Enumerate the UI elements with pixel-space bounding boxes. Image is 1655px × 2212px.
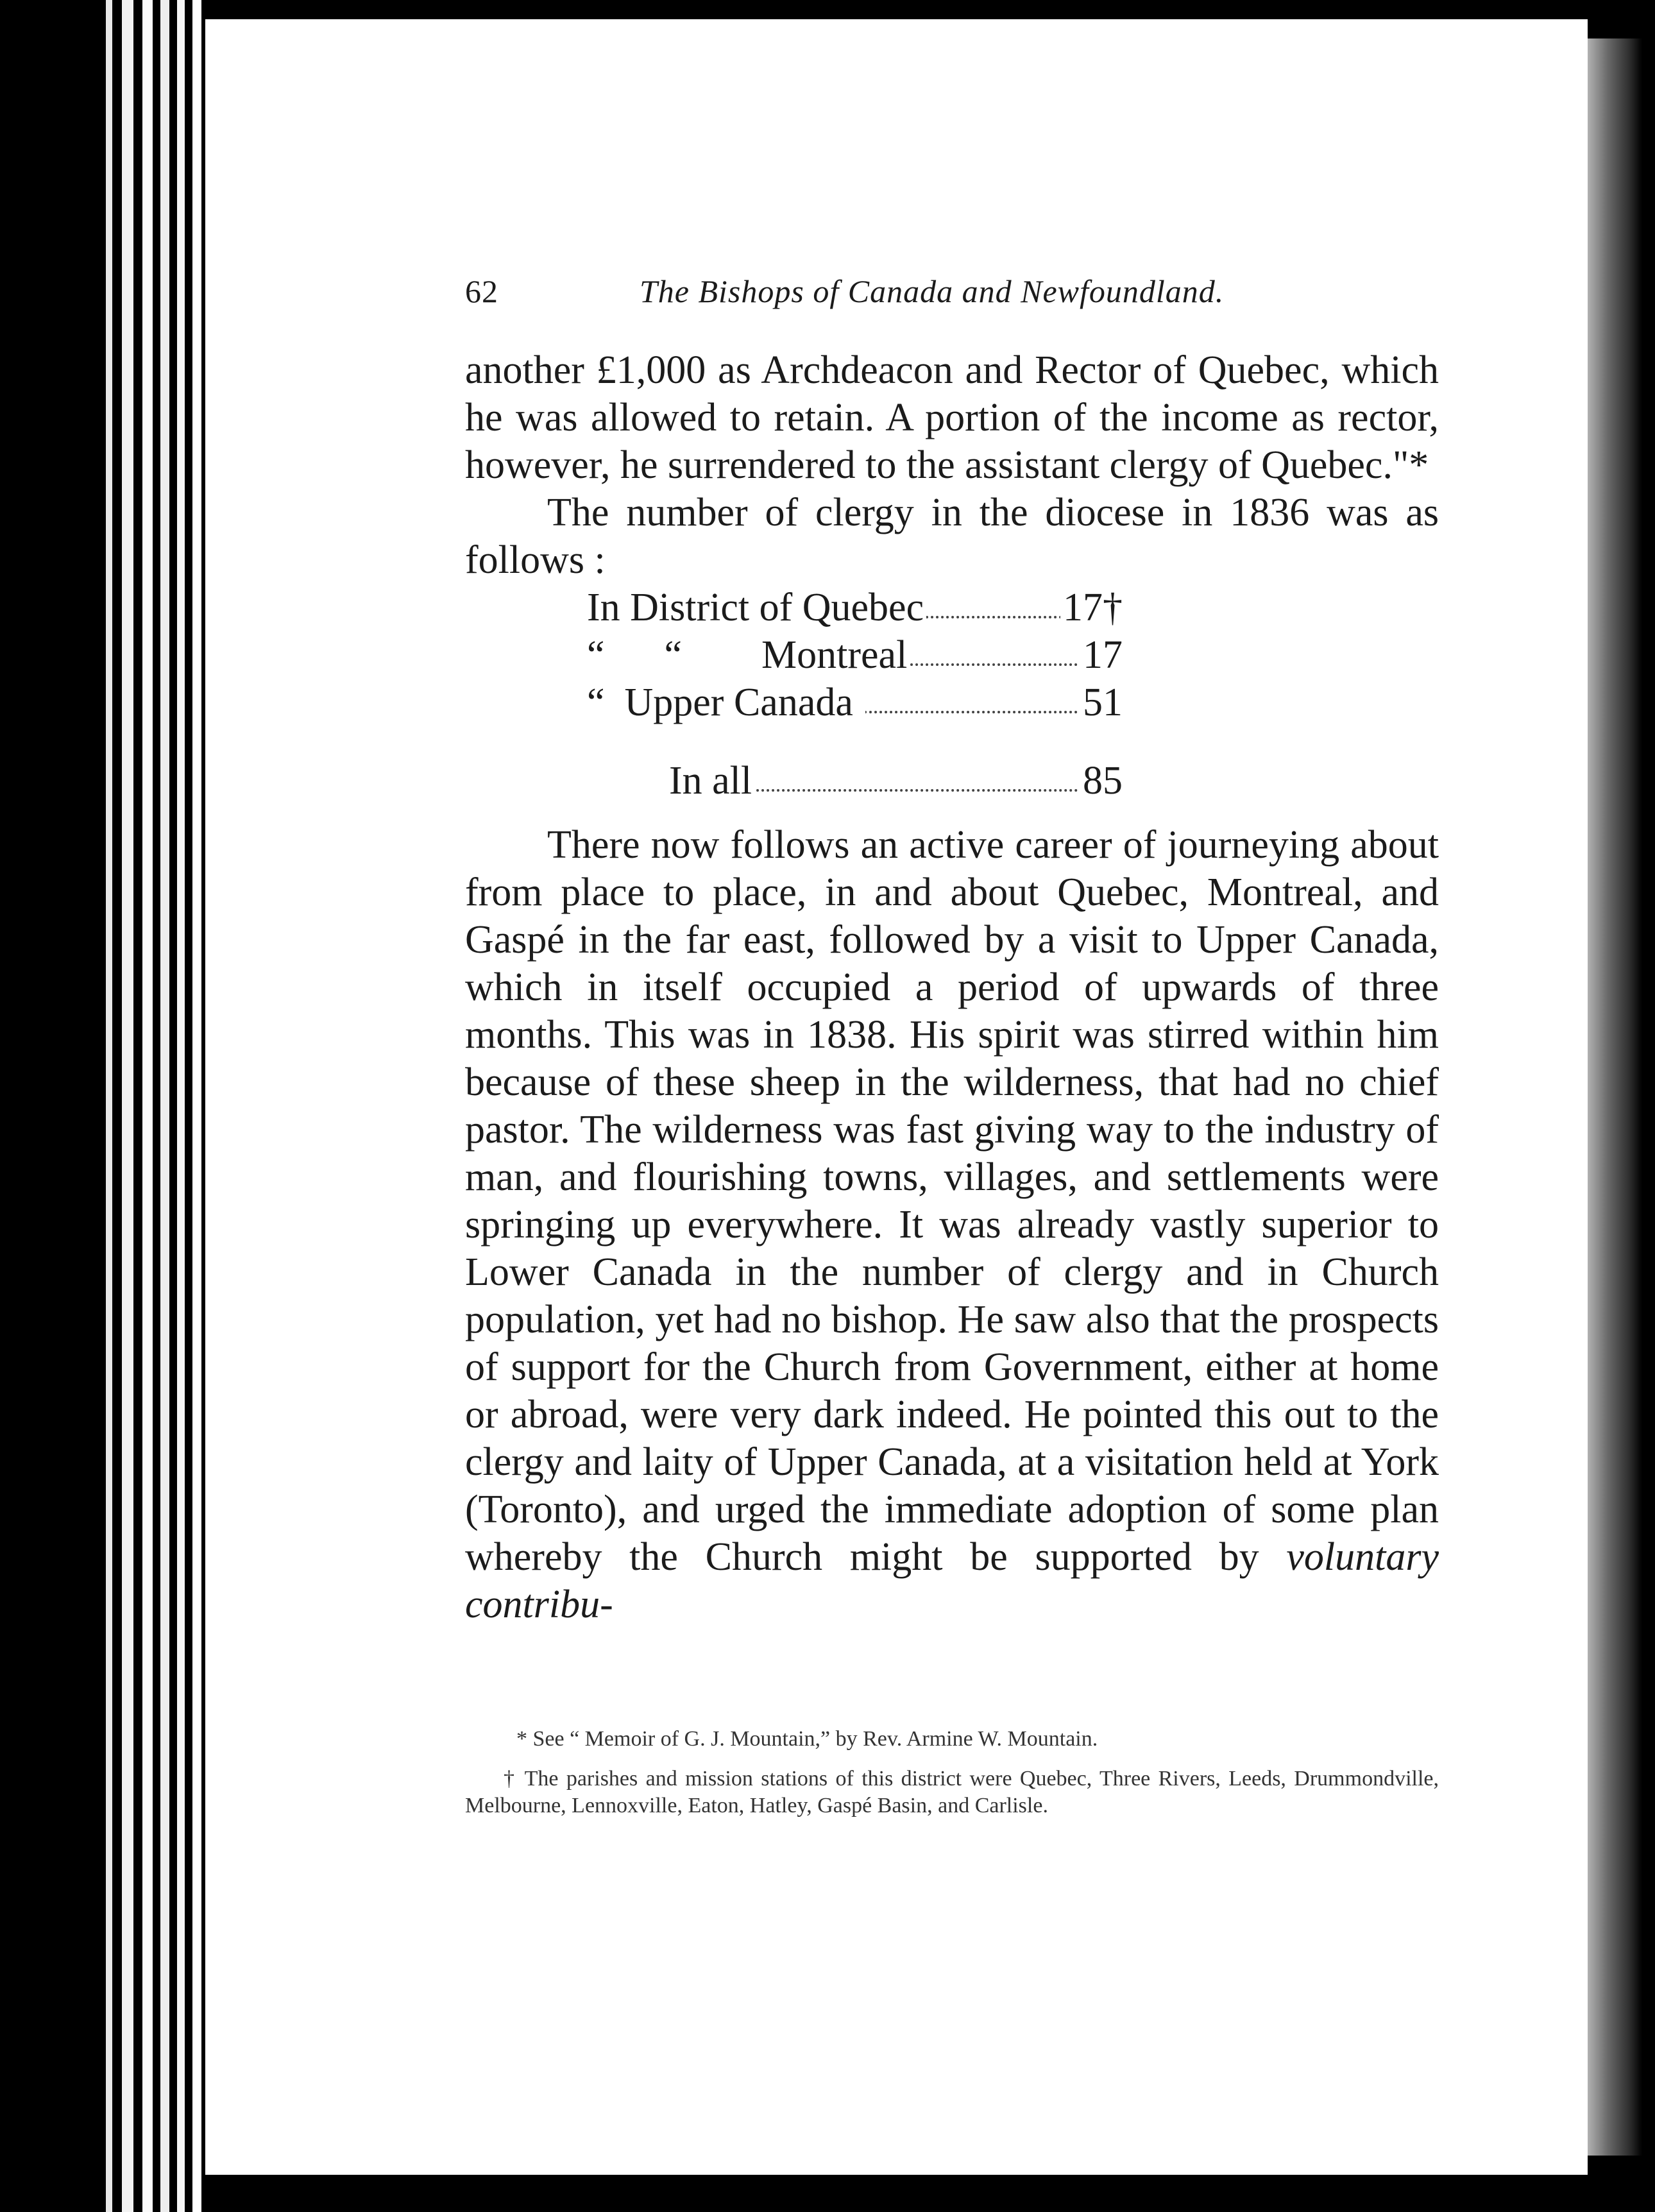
tally-row [587, 584, 1123, 631]
page-edge [106, 0, 112, 2212]
tally-value: 17† [1060, 584, 1123, 631]
total-label: In all [669, 759, 754, 803]
page-edge [122, 0, 133, 2212]
tally-total [669, 757, 1123, 804]
footnote: † The parishes and mission stations of this district were Quebec, Three Rivers, Leeds, Drummondville, Melbourne, Lennoxville, Eaton, Hatley, Gaspé Basin, and Carlisle. [465, 1767, 1439, 1817]
tally-label: In District of Quebec [587, 586, 926, 629]
italic-text: voluntary contribu- [465, 1535, 1439, 1626]
running-title: The Bishops of Canada and Newfoundland. [640, 273, 1225, 309]
tally-row [587, 631, 1123, 679]
paragraph-text: There now follows an active career of journeying about from place to place, in and about Quebec, Montreal, and Gaspé in the far east, followed by a visit to Upper Canada, which in itself occupied a period of upwards of three months. This was in 1838. His spirit was stirred within him because of these sheep in the wilderness, that had no chief pastor. The wilderness was fast giving way to the industry of man, and flourishing towns, villages, and settlements were springing up everywhere. It was already vastly superior to Lower Canada in the number of clergy and in Church population, yet had no bishop. He saw also that the prospects of support for the Church from Government, either at home or abroad, were very dark indeed. He pointed this out to the clergy and laity of Upper Canada, at a visitation held at York (Toronto), and urged the immediate adoption of some plan whereby the Church might be supported by [465, 823, 1439, 1579]
tally-value: 51 [1080, 679, 1123, 726]
clergy-tally [465, 584, 1439, 821]
total-value: 85 [1080, 757, 1123, 804]
body-text [465, 346, 1439, 1628]
footnotes [465, 1726, 1439, 1832]
gutter-shadow [1584, 38, 1642, 2156]
tally-value: 17 [1080, 631, 1123, 679]
footnote: * See “ Memoir of G. J. Mountain,” by Rev. Armine W. Mountain. [516, 1727, 1098, 1751]
tally-row [587, 679, 1123, 726]
paragraph: another £1,000 as Archdeacon and Rector of Quebec, which he was allowed to retain. A portion of the income as rector, however, he surrendered to the assistant clergy of Quebec."* [465, 348, 1439, 487]
paragraph [465, 821, 1439, 1628]
page-edge [142, 0, 153, 2212]
paragraph: The number of clergy in the diocese in 1836 was as follows : [465, 491, 1439, 582]
page-edge [177, 0, 185, 2212]
page-edge [160, 0, 169, 2212]
page-number: 62 [465, 273, 498, 309]
tally-label: “ “ Montreal [587, 633, 910, 677]
page-edge [192, 0, 201, 2212]
book-page [205, 19, 1588, 2175]
tally-label: “ Upper Canada [587, 681, 865, 724]
